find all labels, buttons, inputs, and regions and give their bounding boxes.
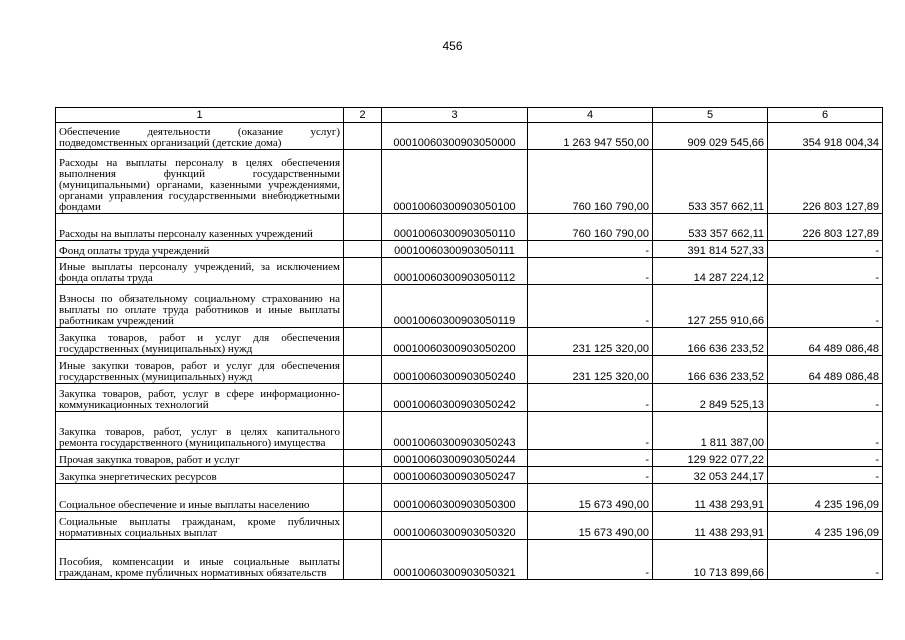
row-col2 xyxy=(344,356,382,384)
column-header: 6 xyxy=(768,108,883,123)
row-description: Иные закупки товаров, работ и услуг для обеспечения государственных (муниципальных) нужд xyxy=(56,356,344,384)
row-code: 00010060300903050321 xyxy=(382,540,528,580)
row-description: Обеспечение деятельности (оказание услуг) подведомственных организаций (детские дома) xyxy=(56,123,344,150)
row-col2 xyxy=(344,285,382,328)
table-row xyxy=(56,285,883,328)
row-code: 00010060300903050300 xyxy=(382,484,528,512)
row-code: 00010060300903050247 xyxy=(382,467,528,484)
row-description: Закупка товаров, работ и услуг для обеспечения государственных (муниципальных) нужд xyxy=(56,328,344,356)
table-row xyxy=(56,328,883,356)
row-col2 xyxy=(344,450,382,467)
row-col2 xyxy=(344,412,382,450)
row-value-6: - xyxy=(768,285,883,328)
row-code: 00010060300903050112 xyxy=(382,258,528,285)
column-header: 4 xyxy=(528,108,653,123)
row-value-5: 129 922 077,22 xyxy=(653,450,768,467)
row-code: 00010060300903050110 xyxy=(382,214,528,241)
row-value-6: 4 235 196,09 xyxy=(768,512,883,540)
table-row xyxy=(56,512,883,540)
row-description: Расходы на выплаты персоналу в целях обеспечения выполнения функций государственными (муниципальными) органами, казенными учреждениями, органами управления государственными внебюджетными фондами xyxy=(56,150,344,214)
row-code: 00010060300903050240 xyxy=(382,356,528,384)
row-value-4: - xyxy=(528,450,653,467)
row-value-4: - xyxy=(528,540,653,580)
row-code: 00010060300903050200 xyxy=(382,328,528,356)
row-code: 00010060300903050242 xyxy=(382,384,528,412)
table-header-row xyxy=(56,108,883,123)
row-col2 xyxy=(344,484,382,512)
row-value-4: - xyxy=(528,412,653,450)
row-code: 00010060300903050119 xyxy=(382,285,528,328)
row-value-4: 15 673 490,00 xyxy=(528,512,653,540)
row-col2 xyxy=(344,467,382,484)
row-description: Закупка товаров, работ, услуг в целях капитального ремонта государственного (муниципального) имущества xyxy=(56,412,344,450)
row-value-5: 2 849 525,13 xyxy=(653,384,768,412)
row-value-6: - xyxy=(768,384,883,412)
row-description: Социальные выплаты гражданам, кроме публичных нормативных социальных выплат xyxy=(56,512,344,540)
row-value-6: 64 489 086,48 xyxy=(768,356,883,384)
table-row xyxy=(56,356,883,384)
table-row xyxy=(56,484,883,512)
row-value-5: 14 287 224,12 xyxy=(653,258,768,285)
table-row xyxy=(56,150,883,214)
row-value-5: 166 636 233,52 xyxy=(653,356,768,384)
row-code: 00010060300903050111 xyxy=(382,241,528,258)
row-description: Прочая закупка товаров, работ и услуг xyxy=(56,450,344,467)
column-header: 2 xyxy=(344,108,382,123)
row-col2 xyxy=(344,258,382,285)
row-description: Социальное обеспечение и иные выплаты населению xyxy=(56,484,344,512)
row-value-4: - xyxy=(528,241,653,258)
row-value-5: 1 811 387,00 xyxy=(653,412,768,450)
row-value-4: - xyxy=(528,285,653,328)
row-value-5: 10 713 899,66 xyxy=(653,540,768,580)
table-row xyxy=(56,123,883,150)
row-col2 xyxy=(344,214,382,241)
row-value-6: 64 489 086,48 xyxy=(768,328,883,356)
row-value-4: 760 160 790,00 xyxy=(528,150,653,214)
table-row xyxy=(56,450,883,467)
column-header: 3 xyxy=(382,108,528,123)
page-number: 456 xyxy=(442,39,463,53)
table-row xyxy=(56,412,883,450)
column-header: 5 xyxy=(653,108,768,123)
row-value-5: 391 814 527,33 xyxy=(653,241,768,258)
row-value-6: 226 803 127,89 xyxy=(768,150,883,214)
row-value-4: - xyxy=(528,467,653,484)
row-col2 xyxy=(344,241,382,258)
row-value-6: 226 803 127,89 xyxy=(768,214,883,241)
row-value-4: 231 125 320,00 xyxy=(528,356,653,384)
row-value-5: 11 438 293,91 xyxy=(653,512,768,540)
row-description: Иные выплаты персоналу учреждений, за исключением фонда оплаты труда xyxy=(56,258,344,285)
row-value-6: - xyxy=(768,467,883,484)
row-description: Взносы по обязательному социальному страхованию на выплаты по оплате труда работников и иные выплаты работникам учреждений xyxy=(56,285,344,328)
table-row xyxy=(56,258,883,285)
table-row xyxy=(56,241,883,258)
row-value-5: 32 053 244,17 xyxy=(653,467,768,484)
row-value-6: - xyxy=(768,258,883,285)
row-value-4: - xyxy=(528,258,653,285)
row-value-4: - xyxy=(528,384,653,412)
row-value-5: 533 357 662,11 xyxy=(653,214,768,241)
row-description: Расходы на выплаты персоналу казенных учреждений xyxy=(56,214,344,241)
row-col2 xyxy=(344,384,382,412)
column-header: 1 xyxy=(56,108,344,123)
row-value-6: - xyxy=(768,241,883,258)
row-col2 xyxy=(344,328,382,356)
row-value-6: - xyxy=(768,540,883,580)
row-value-6: - xyxy=(768,450,883,467)
table-row xyxy=(56,540,883,580)
row-description: Закупка энергетических ресурсов xyxy=(56,467,344,484)
budget-table xyxy=(55,107,883,580)
row-value-5: 533 357 662,11 xyxy=(653,150,768,214)
row-code: 00010060300903050244 xyxy=(382,450,528,467)
row-code: 00010060300903050100 xyxy=(382,150,528,214)
table-row xyxy=(56,214,883,241)
row-value-4: 231 125 320,00 xyxy=(528,328,653,356)
row-code: 00010060300903050000 xyxy=(382,123,528,150)
row-col2 xyxy=(344,150,382,214)
row-value-4: 15 673 490,00 xyxy=(528,484,653,512)
row-value-6: - xyxy=(768,412,883,450)
row-value-6: 4 235 196,09 xyxy=(768,484,883,512)
row-description: Закупка товаров, работ, услуг в сфере информационно-коммуникационных технологий xyxy=(56,384,344,412)
row-value-5: 127 255 910,66 xyxy=(653,285,768,328)
row-code: 00010060300903050320 xyxy=(382,512,528,540)
table-row xyxy=(56,467,883,484)
row-value-6: 354 918 004,34 xyxy=(768,123,883,150)
row-value-4: 760 160 790,00 xyxy=(528,214,653,241)
row-code: 00010060300903050243 xyxy=(382,412,528,450)
row-value-5: 909 029 545,66 xyxy=(653,123,768,150)
row-col2 xyxy=(344,512,382,540)
row-col2 xyxy=(344,540,382,580)
row-description: Фонд оплаты труда учреждений xyxy=(56,241,344,258)
row-value-5: 166 636 233,52 xyxy=(653,328,768,356)
row-value-4: 1 263 947 550,00 xyxy=(528,123,653,150)
table-row xyxy=(56,384,883,412)
row-description: Пособия, компенсации и иные социальные выплаты гражданам, кроме публичных нормативных обязательств xyxy=(56,540,344,580)
row-col2 xyxy=(344,123,382,150)
row-value-5: 11 438 293,91 xyxy=(653,484,768,512)
